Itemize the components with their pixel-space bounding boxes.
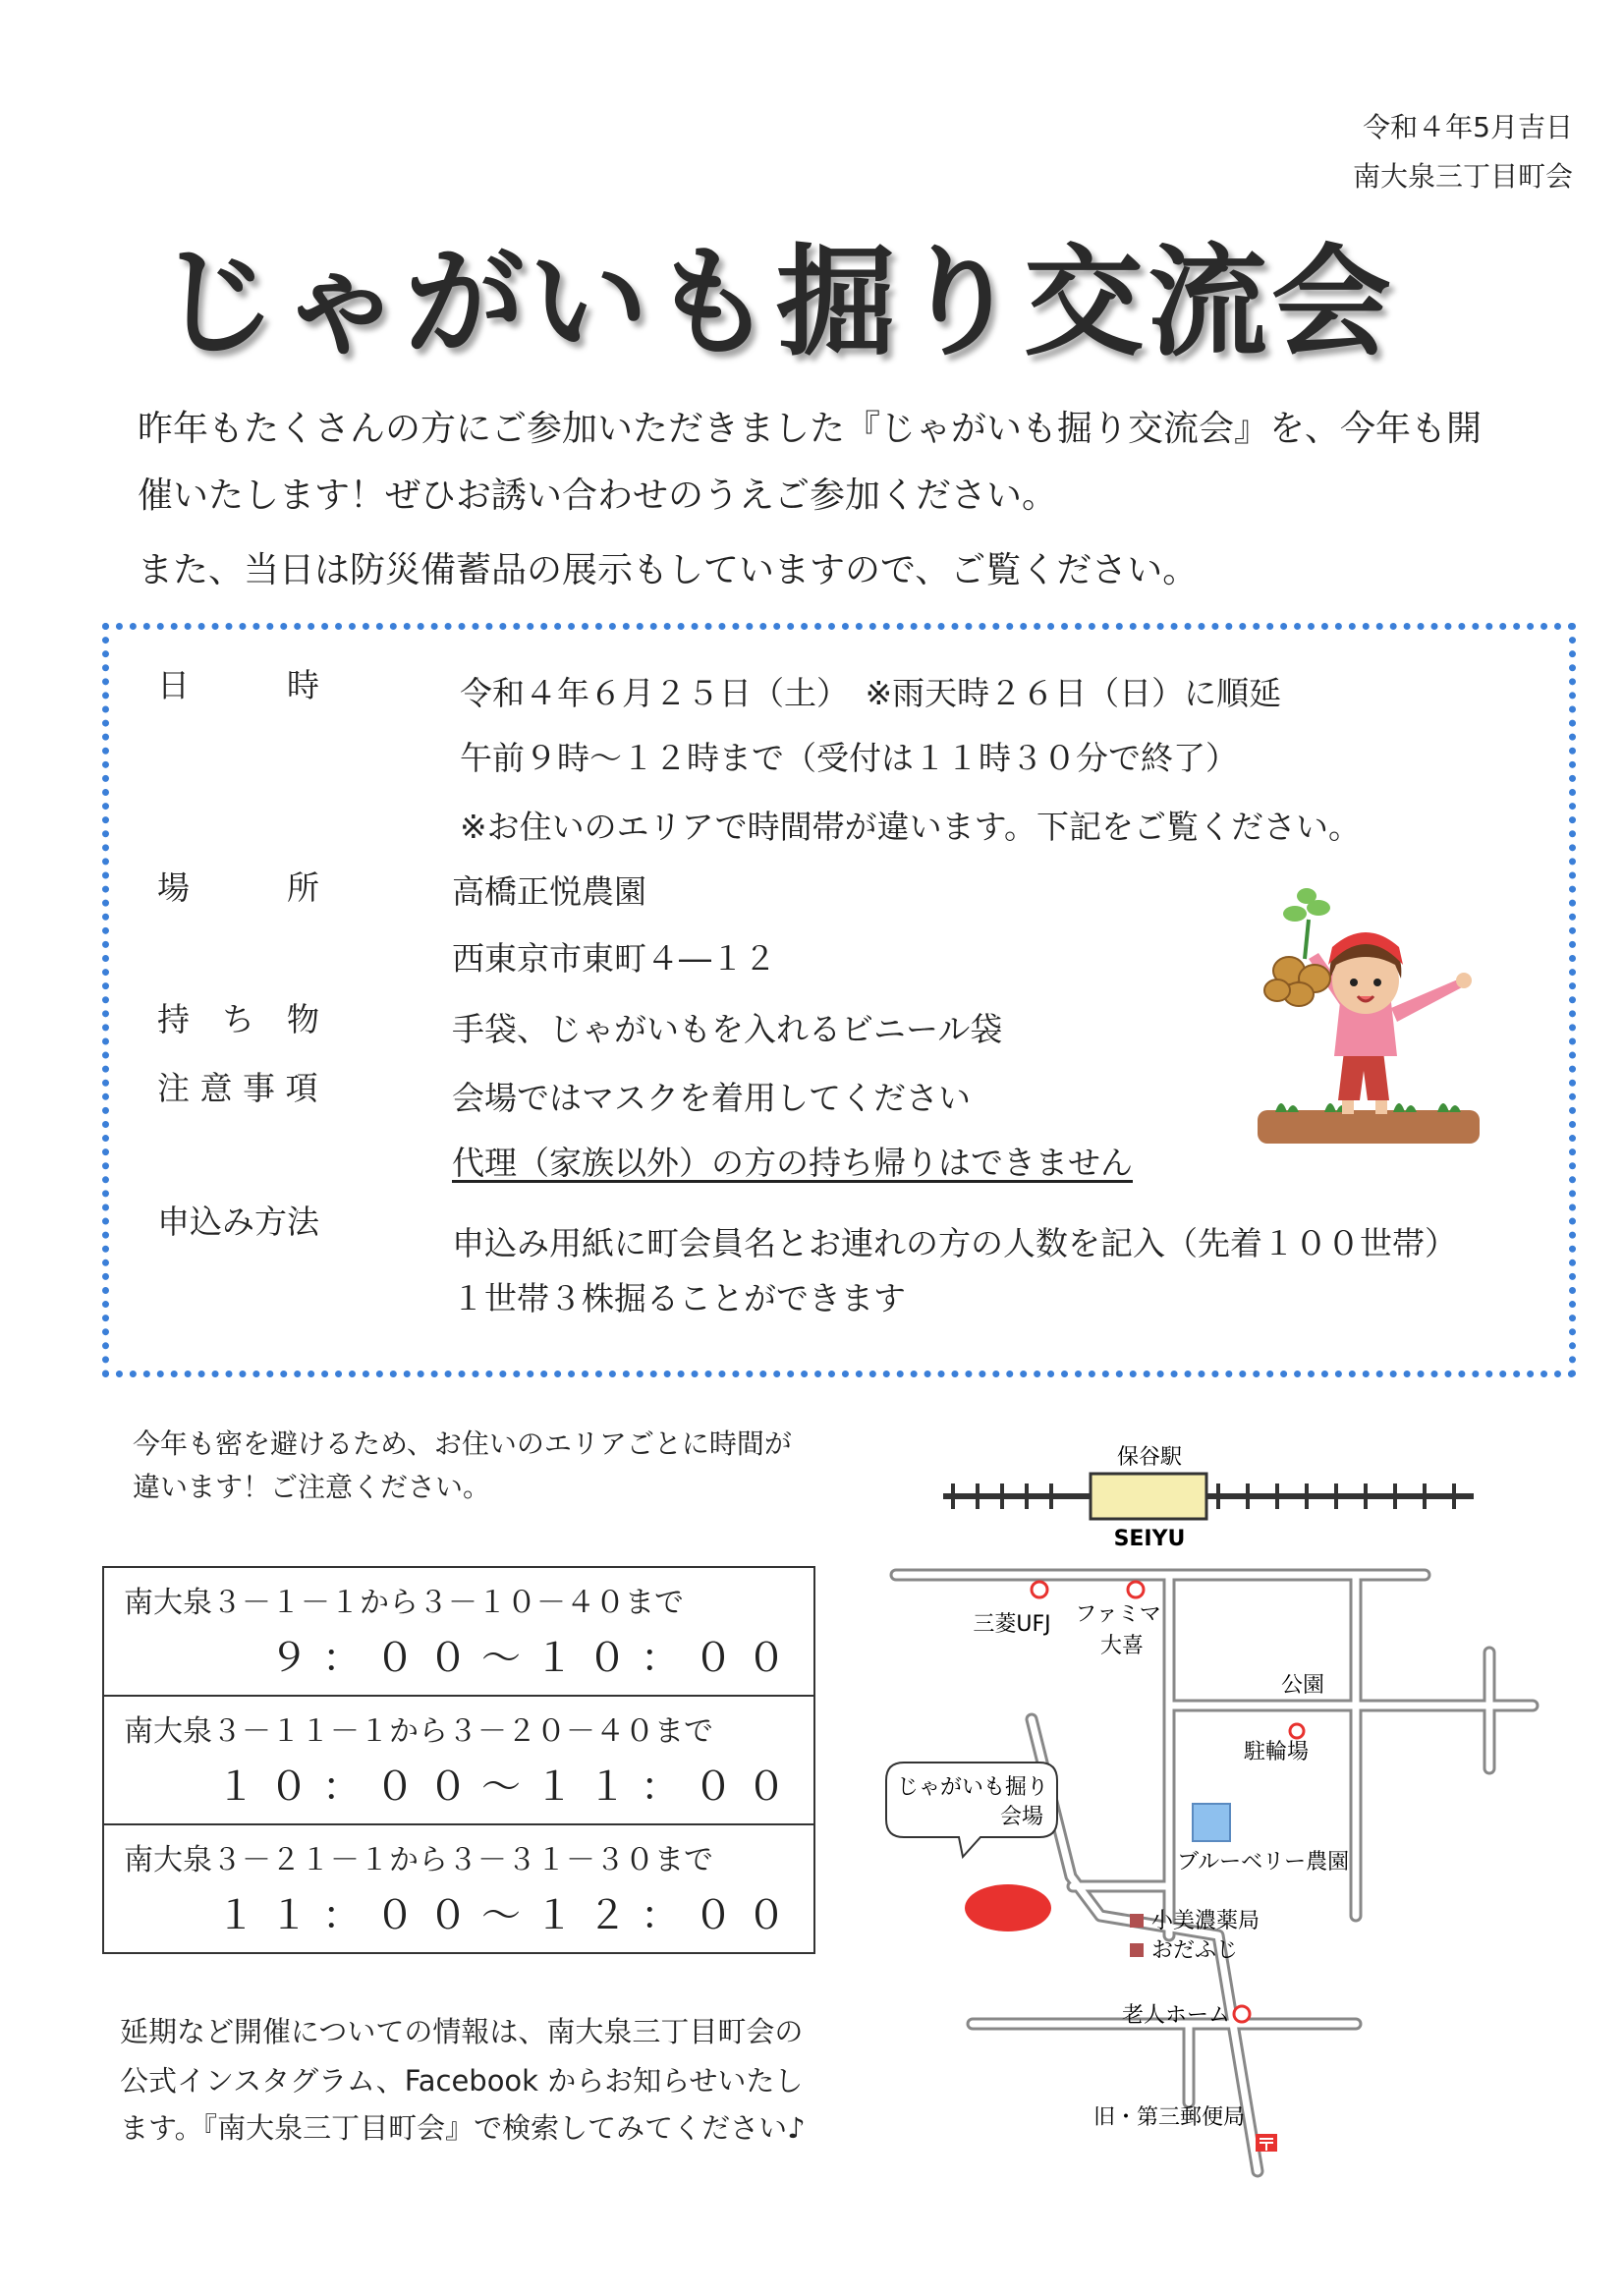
venue-label-line-2: 会場 — [999, 1805, 1044, 1829]
notes-line-1: 会場ではマスクを着用してください — [452, 1079, 971, 1117]
organizer-name: 南大泉三丁目町会 — [1352, 160, 1573, 193]
place-line-2: 西東京市東町４―１２ — [452, 939, 776, 978]
venue-label-line-1: じゃがいも掘り — [896, 1775, 1049, 1800]
footer-line-2: 公式インスタグラム、Facebook からお知らせいたし — [120, 2064, 804, 2098]
footer-line-1: 延期など開催についての情報は、南大泉三丁目町会の — [120, 2015, 804, 2048]
bike-marker — [1290, 1724, 1304, 1738]
nursing-marker — [1234, 2006, 1250, 2022]
schedule-row — [104, 1568, 813, 1697]
bike-label: 駐輪場 — [1243, 1740, 1309, 1764]
datetime-line-3: ※お住いのエリアで時間帯が違います。下記をご覧ください。 — [460, 808, 1362, 846]
area-note-line-1: 今年も密を避けるため、お住いのエリアごとに時間が — [133, 1427, 792, 1460]
schedule-time: ９：００～１０：００ — [269, 1636, 800, 1681]
seiyu-label: SEIYU — [1113, 1527, 1186, 1551]
schedule-time: １０：００～１１：００ — [216, 1764, 800, 1810]
pharmacy-marker — [1130, 1914, 1144, 1928]
odafuji-marker — [1130, 1943, 1144, 1957]
apply-label: 申込み方法 — [157, 1203, 319, 1241]
famima-label: ファミマ — [1075, 1602, 1161, 1627]
schedule-row — [104, 1697, 813, 1825]
items-label: 持 ち 物 — [157, 1000, 319, 1038]
datetime-line-1: 令和４年６月２５日（土） ※雨天時２６日（日）に順延 — [460, 674, 1282, 712]
schedule-range: 南大泉３－１－１から３－１０－４０まで — [124, 1586, 684, 1620]
postoffice-icon — [1256, 2134, 1277, 2152]
area-note-line-2: 違います！ご注意ください。 — [133, 1471, 491, 1503]
schedule-time: １１：００～１２：００ — [216, 1893, 800, 1938]
schedule-row — [104, 1825, 813, 1952]
potato-digging-illustration — [1256, 884, 1484, 1149]
datetime-line-2: 午前９時～１２時まで（受付は１１時３０分で終了） — [460, 739, 1238, 777]
datetime-label: 日 時 — [157, 666, 319, 704]
station-building — [1091, 1474, 1206, 1519]
footer-line-3: ます。『南大泉三丁目町会』で検索してみてください♪ — [120, 2111, 806, 2145]
issue-date: 令和４年5月吉日 — [1363, 111, 1573, 143]
blueberry-farm — [1193, 1804, 1230, 1841]
station-label: 保谷駅 — [1116, 1445, 1183, 1470]
pharmacy-label: 小美濃薬局 — [1151, 1909, 1260, 1933]
apply-line-1: 申込み用紙に町会員名とお連れの方の人数を記入（先着１００世帯） — [452, 1224, 1457, 1262]
famima-sub-label: 大喜 — [1099, 1634, 1145, 1658]
intro-line-1: 昨年もたくさんの方にご参加いただきました『じゃがいも掘り交流会』を、今年も開 — [138, 409, 1483, 449]
venue-map — [845, 1425, 1572, 2181]
place-line-1: 高橋正悦農園 — [452, 872, 646, 911]
intro-line-3: また、当日は防災備蓄品の展示もしていますので、ご覧ください。 — [138, 550, 1199, 590]
place-label: 場 所 — [157, 868, 319, 907]
schedule-range: 南大泉３－２１－１から３－３１－３０まで — [124, 1843, 713, 1877]
famima-marker — [1128, 1582, 1144, 1597]
notes-label: 注 意 事 項 — [157, 1069, 318, 1107]
intro-line-2: 催いたします！ぜひお誘い合わせのうえご参加ください。 — [138, 476, 1058, 516]
blueberry-label: ブルーベリー農園 — [1177, 1850, 1350, 1875]
schedule-range: 南大泉３－１１－１から３－２０－４０まで — [124, 1714, 713, 1749]
railway — [943, 1483, 1474, 1509]
notes-line-2: 代理（家族以外）の方の持ち帰りはできません — [452, 1144, 1133, 1182]
postoffice-label: 旧・第三郵便局 — [1092, 2105, 1246, 2130]
park-label: 公園 — [1280, 1673, 1324, 1698]
bank-label: 三菱UFJ — [973, 1612, 1051, 1637]
apply-line-2: １世帯３株掘ることができます — [452, 1279, 906, 1317]
venue-marker — [965, 1884, 1051, 1931]
nursing-label: 老人ホーム — [1121, 2003, 1230, 2028]
odafuji-label: おだふじ — [1151, 1938, 1239, 1963]
bank-marker — [1032, 1582, 1047, 1597]
page-title: じゃがいも掘り交流会 — [157, 233, 1395, 372]
schedule-table — [102, 1566, 815, 1954]
items-value: 手袋、じゃがいもを入れるビニール袋 — [452, 1010, 1003, 1048]
